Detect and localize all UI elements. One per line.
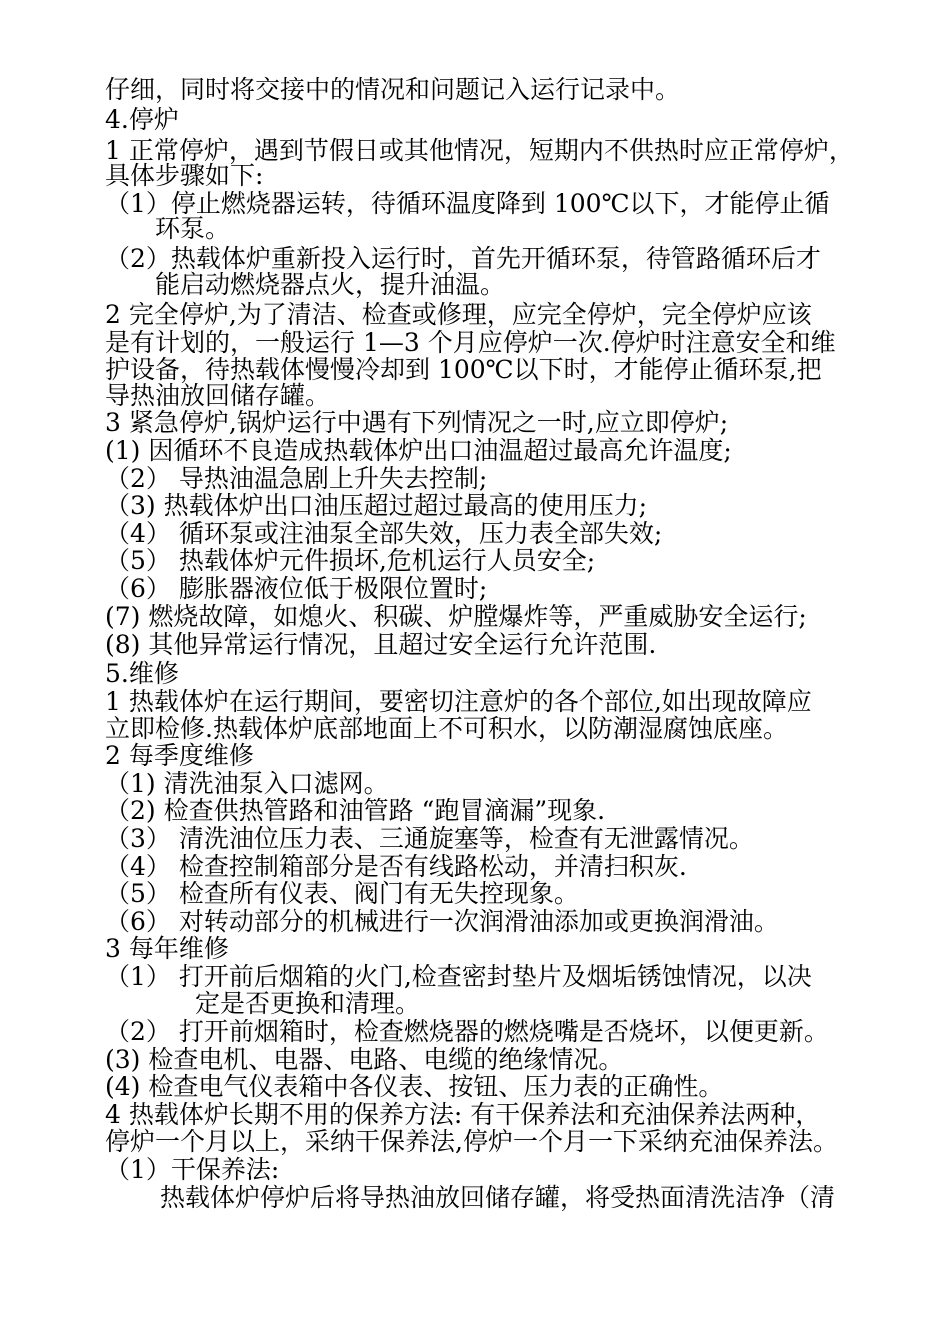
text-line: 导热油放回储存罐。: [105, 382, 331, 410]
section-heading-shutdown: 4.停炉: [105, 106, 179, 134]
list-item: （2) 检查供热管路和油管路 “跑冒滴漏”现象.: [105, 797, 606, 825]
text-line: 具体步骤如下:: [105, 162, 264, 190]
list-item: （4） 循环泵或注油泵全部失效，压力表全部失效;: [105, 520, 663, 548]
text-line: 立即检修.热载体炉底部地面上不可积水，以防潮湿腐蚀底座。: [105, 715, 788, 743]
list-item: （5） 检查所有仪表、阀门有无失控现象。: [105, 880, 579, 908]
list-item: （6） 膨胀器液位低于极限位置时;: [105, 575, 488, 603]
list-item: （1）停止燃烧器运转，待循环温度降到 100℃以下，才能停止循: [105, 190, 830, 218]
list-item: （2） 打开前烟箱时，检查燃烧器的燃烧嘴是否烧坏，以便更新。: [105, 1018, 829, 1046]
text-line: 2 完全停炉,为了清洁、检查或修理，应完全停炉，完全停炉应该: [105, 301, 812, 329]
list-item: （2）热载体炉重新投入运行时，首先开循环泵，待管路循环后才: [105, 245, 821, 273]
list-item-continuation: 能启动燃烧器点火，提升油温。: [155, 271, 506, 299]
text-line: 1 热载体炉在运行期间，要密切注意炉的各个部位,如出现故障应: [105, 688, 812, 716]
list-item-continuation: 环泵。: [155, 215, 231, 243]
list-item: （6） 对转动部分的机械进行一次润滑油添加或更换润滑油。: [105, 908, 779, 936]
list-item-continuation: 定是否更换和清理。: [195, 990, 421, 1018]
paragraph-line: 热载体炉停炉后将导热油放回储存罐，将受热面清洗洁净（清: [160, 1184, 836, 1212]
list-item: （3) 热载体炉出口油压超过超过最高的使用压力;: [105, 492, 648, 520]
text-line: 4 热载体炉长期不用的保养方法: 有干保养法和充油保养法两种，: [105, 1101, 821, 1129]
list-item: (4) 检查电气仪表箱中各仪表、按钮、压力表的正确性。: [105, 1073, 724, 1101]
subsection-heading: 2 每季度维修: [105, 742, 254, 770]
list-item: (7) 燃烧故障，如熄火、积碳、炉膛爆炸等，严重威胁安全运行;: [105, 603, 807, 631]
list-item: （5） 热载体炉元件损坏,危机运行人员安全;: [105, 547, 596, 575]
list-item: （3） 清洗油位压力表、三通旋塞等，检查有无泄露情况。: [105, 825, 754, 853]
list-item: （1） 打开前后烟箱的火门,检查密封垫片及烟垢锈蚀情况，以决: [105, 963, 812, 991]
text-line: 1 正常停炉，遇到节假日或其他情况，短期内不供热时应正常停炉，: [105, 137, 854, 165]
text-line: 仔细，同时将交接中的情况和问题记入运行记录中。: [105, 76, 681, 104]
list-item: (1) 因循环不良造成热载体炉出口油温超过最高允许温度;: [105, 437, 732, 465]
text-line: 护设备，待热载体慢慢冷却到 100℃以下时，才能停止循环泵,把: [105, 356, 822, 384]
section-heading-maintenance: 5.维修: [105, 660, 179, 688]
list-item: （4） 检查控制箱部分是否有线路松动，并清扫积灰.: [105, 853, 687, 881]
list-item: (8) 其他异常运行情况，且超过安全运行允许范围.: [105, 631, 657, 659]
text-line: 停炉一个月以上，采纳干保养法,停炉一个月一下采纳充油保养法。: [105, 1128, 838, 1156]
subsection-heading: 3 每年维修: [105, 935, 229, 963]
text-line: 是有计划的，一般运行 1—3 个月应停炉一次.停炉时注意安全和维: [105, 329, 836, 357]
list-item: （1) 清洗油泵入口滤网。: [105, 770, 389, 798]
text-line: 3 紧急停炉,锅炉运行中遇有下列情况之一时,应立即停炉;: [105, 409, 729, 437]
list-item: （1）干保养法:: [105, 1156, 280, 1184]
list-item: （2） 导热油温急剧上升失去控制;: [105, 465, 488, 493]
list-item: (3) 检查电机、电器、电路、电缆的绝缘情况。: [105, 1046, 624, 1074]
